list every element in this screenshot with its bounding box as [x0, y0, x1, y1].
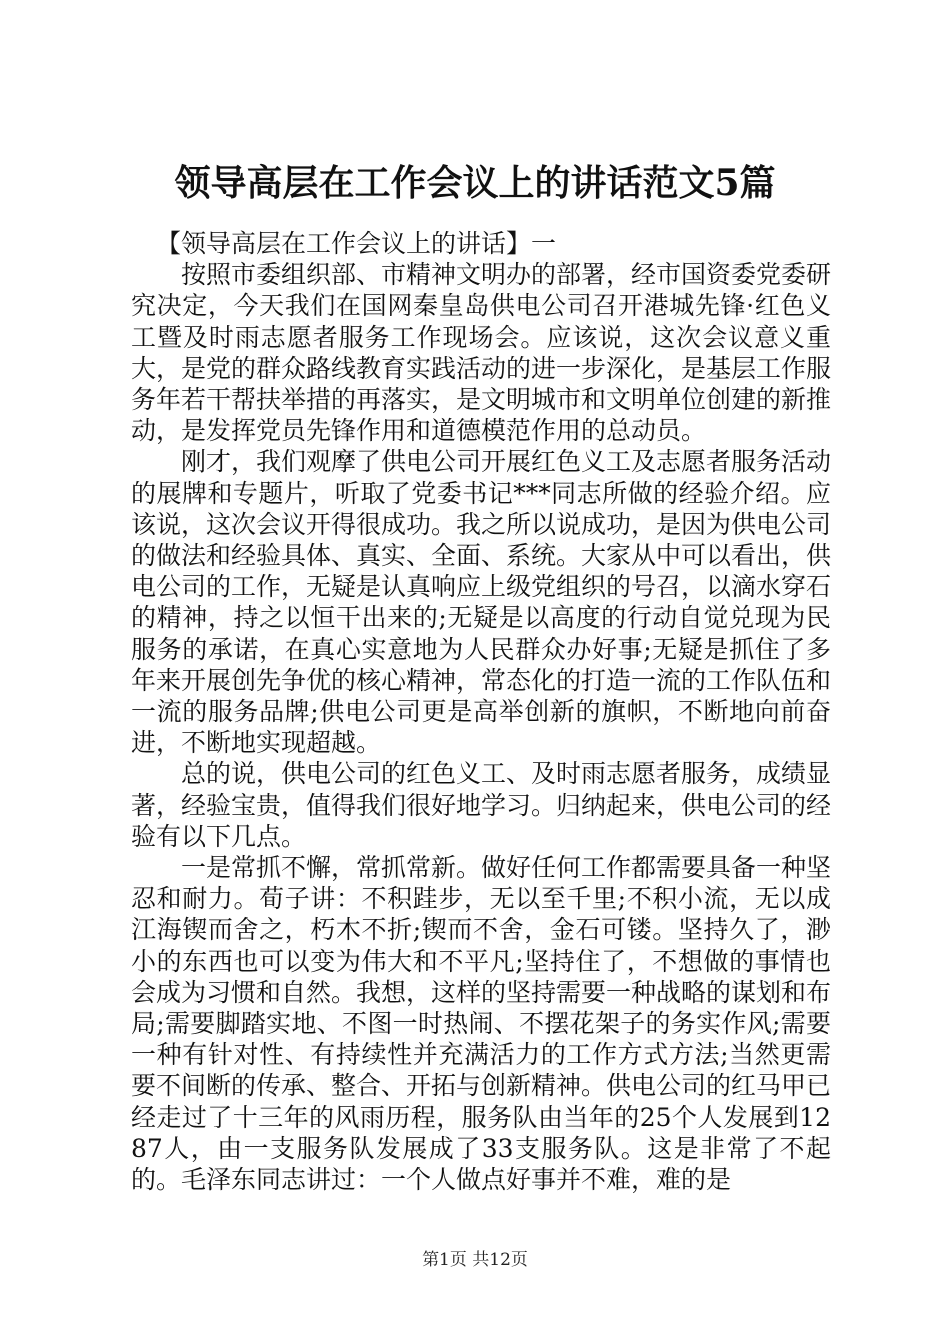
document-title: 领导高层在工作会议上的讲话范文5篇 [174, 162, 776, 204]
section-heading: 【领导高层在工作会议上的讲话】一 [156, 229, 557, 258]
paragraph: 按照市委组织部、市精神文明办的部署，经市国资委党委研究决定，今天我们在国网秦皇岛供电公司召开港城先锋·红色义工暨及时雨志愿者服务工作现场会。应该说，这次会议意义重大，是党的群众路线教育实践活动的进一步深化，是基层工作服务年若干帮扶举措的再落实，是文明城市和文明单位创建的新推动，是发挥党员先锋作用和道德模范作用的总动员。 [131, 260, 832, 446]
paragraph: 总的说，供电公司的红色义工、及时雨志愿者服务，成绩显著，经验宝贵，值得我们很好地学习。归纳起来，供电公司的经验有以下几点。 [131, 759, 832, 851]
page-number-footer: 第1页 共12页 [422, 1250, 528, 1270]
paragraph: 一是常抓不懈，常抓常新。做好任何工作都需要具备一种坚忍和耐力。荀子讲：不积跬步，无以至千里;不积小流，无以成江海锲而舍之，朽木不折;锲而不舍，金石可镂。坚持久了，渺小的东西也可以变为伟大和不平凡;坚持住了，不想做的事情也会成为习惯和自然。我想，这样的坚持需要一种战略的谋划和布局;需要脚踏实地、不图一时热闹、不摆花架子的务实作风;需要一种有针对性、有持续性并充满活力的工作方式方法;当然更需要不间断的传承、整合、开拓与创新精神。供电公司的红马甲已经走过了十三年的风雨历程，服务队由当年的25个人发展到1287人，由一支服务队发展成了33支服务队。这是非常了不起的。毛泽东同志讲过：一个人做点好事并不难，难的是 [131, 853, 832, 1195]
document-body [131, 228, 831, 1195]
paragraph: 刚才，我们观摩了供电公司开展红色义工及志愿者服务活动的展牌和专题片，听取了党委书记***同志所做的经验介绍。应该说，这次会议开得很成功。我之所以说成功，是因为供电公司的做法和经验具体、真实、全面、系统。大家从中可以看出，供电公司的工作，无疑是认真响应上级党组织的号召，以滴水穿石的精神，持之以恒干出来的;无疑是以高度的行动自觉兑现为民服务的承诺，在真心实意地为人民群众办好事;无疑是抓住了多年来开展创先争优的核心精神，常态化的打造一流的工作队伍和一流的服务品牌;供电公司更是高举创新的旗帜，不断地向前奋进，不断地实现超越。 [131, 447, 832, 758]
